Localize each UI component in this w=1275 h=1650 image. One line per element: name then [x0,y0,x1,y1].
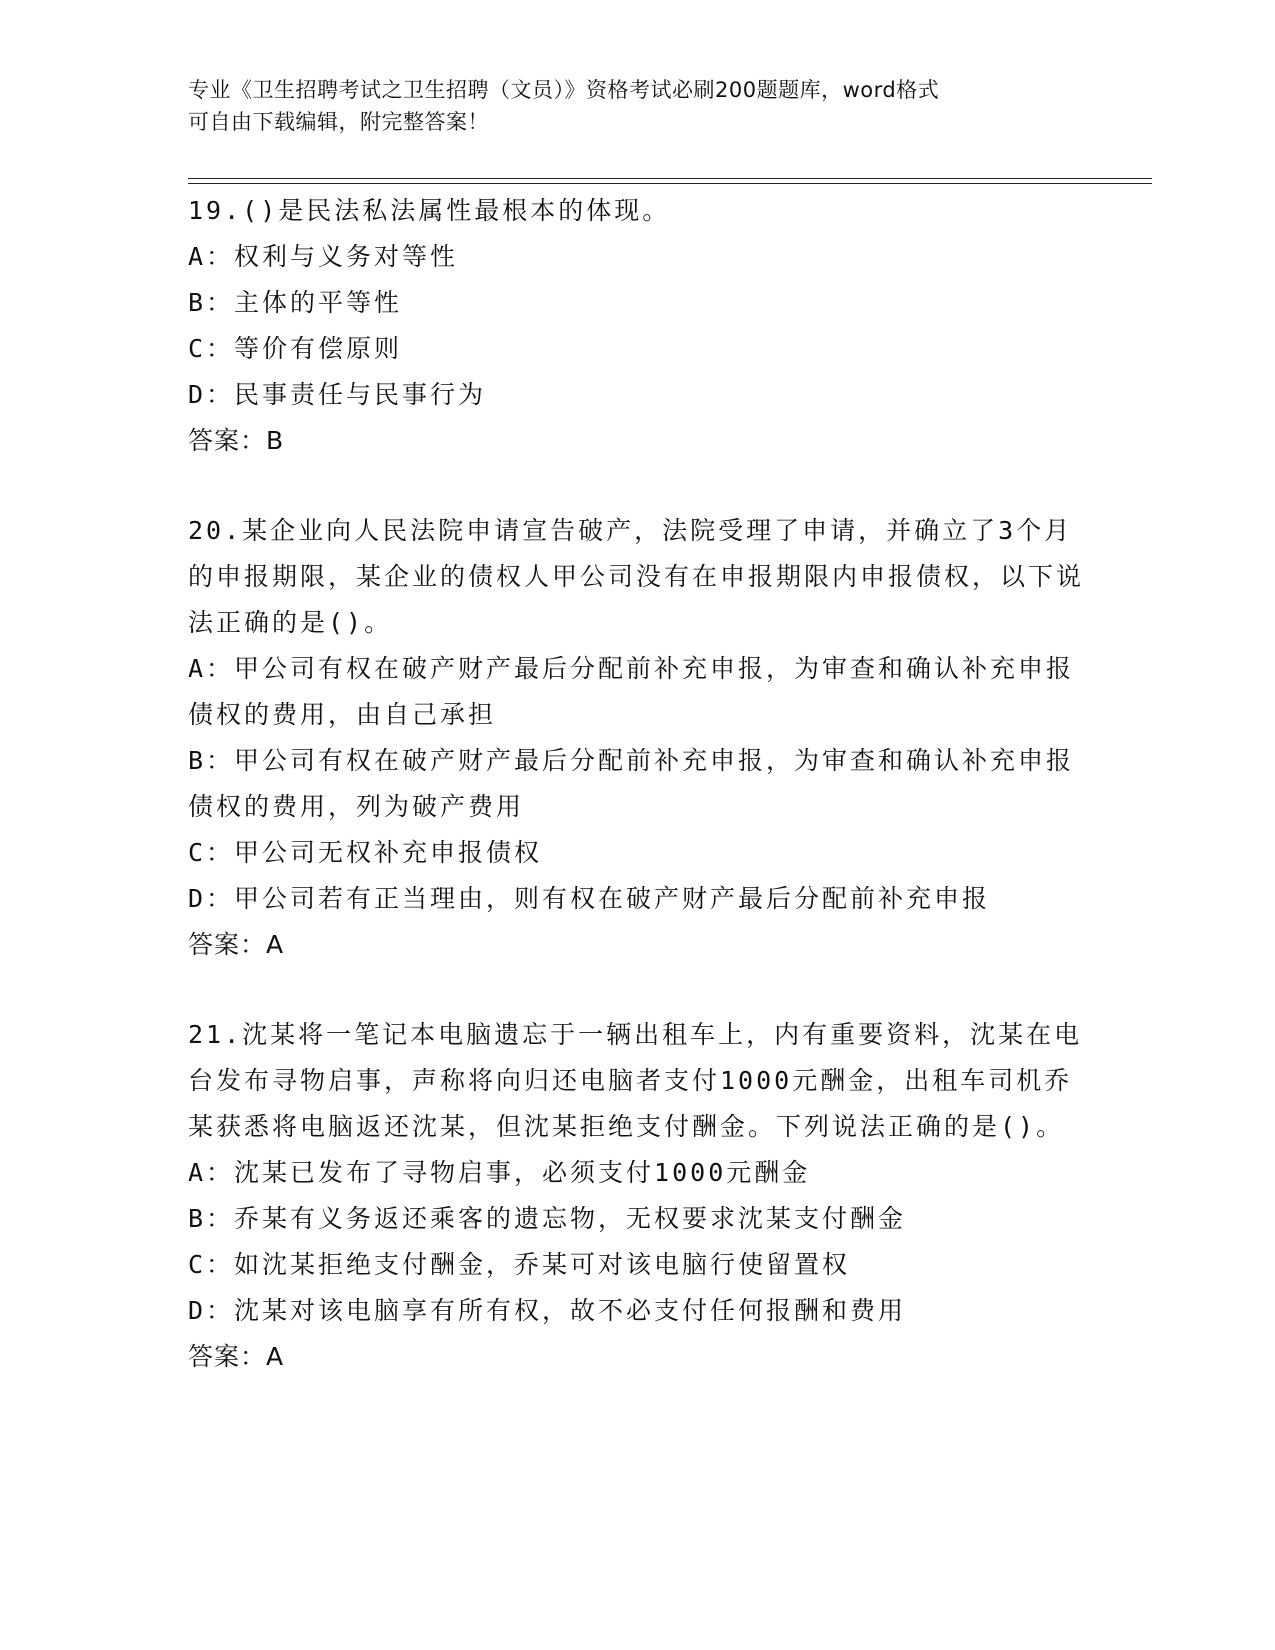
answer-label: 答案：A [188,1342,285,1371]
option-c: C：等价有偿原则 [188,334,403,363]
question-list [188,188,1088,1380]
option-a: A：甲公司有权在破产财产最后分配前补充申报，为审查和确认补充申报债权的费用，由自己承担 [188,654,1075,729]
answer-label: 答案：A [188,930,285,959]
option-a: A：沈某已发布了寻物启事，必须支付1000元酬金 [188,1158,811,1187]
option-a: A：权利与义务对等性 [188,242,459,271]
option-c: C：如沈某拒绝支付酬金，乔某可对该电脑行使留置权 [188,1250,851,1279]
header-line-2: 可自由下载编辑，附完整答案！ [188,110,489,134]
header-line-1: 专业《卫生招聘考试之卫生招聘（文员）》资格考试必刷200题题库，word格式 [188,78,940,102]
question-stem: 21.沈某将一笔记本电脑遗忘于一辆出租车上，内有重要资料，沈某在电台发布寻物启事，声称将向归还电脑者支付1000元酬金，出租车司机乔某获悉将电脑返还沈某，但沈某拒绝支付酬金。下列说法正确的是()。 [188,1020,1083,1141]
option-c: C：甲公司无权补充申报债权 [188,838,543,867]
header-divider-top [188,178,1152,179]
option-b: B：乔某有义务返还乘客的遗忘物，无权要求沈某支付酬金 [188,1204,907,1233]
question-19 [188,188,1088,464]
option-b: B：主体的平等性 [188,288,403,317]
question-stem: 19.()是民法私法属性最根本的体现。 [188,196,671,225]
answer-label: 答案：B [188,426,285,455]
question-21 [188,1012,1088,1380]
question-20 [188,508,1088,968]
question-stem: 20.某企业向人民法院申请宣告破产，法院受理了申请，并确立了3个月的申报期限，某企业的债权人甲公司没有在申报期限内申报债权，以下说法正确的是()。 [188,516,1085,637]
option-b: B：甲公司有权在破产财产最后分配前补充申报，为审查和确认补充申报债权的费用，列为破产费用 [188,746,1075,821]
option-d: D：民事责任与民事行为 [188,380,487,409]
option-d: D：沈某对该电脑享有所有权，故不必支付任何报酬和费用 [188,1296,907,1325]
header-divider-bottom [188,183,1152,184]
document-header [188,74,1088,138]
option-d: D：甲公司若有正当理由，则有权在破产财产最后分配前补充申报 [188,884,991,913]
